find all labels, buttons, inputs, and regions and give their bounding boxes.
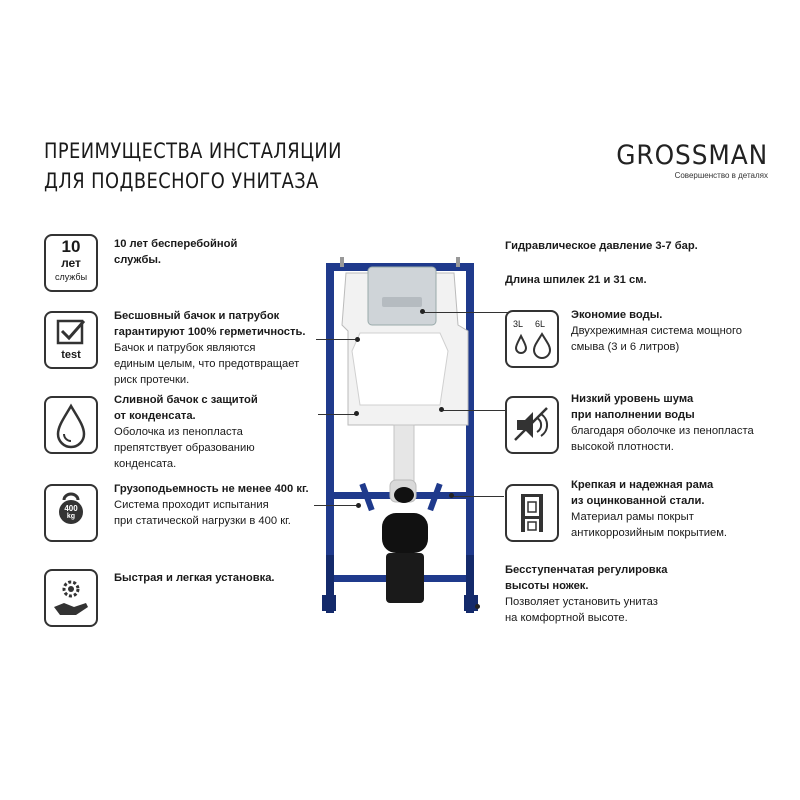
drops-icon — [507, 312, 557, 366]
feature-condensate — [114, 392, 314, 472]
feature-body: благодаря оболочке из пенопласта — [571, 425, 754, 437]
feature-low-noise — [571, 391, 791, 455]
badge-word: лет — [61, 256, 81, 270]
feature-title: высоты ножек. — [505, 580, 589, 592]
feature-body: препятствует образованию — [114, 442, 255, 454]
feature-body: на комфортной высоте. — [505, 612, 628, 624]
feature-easy-install — [114, 570, 314, 586]
feature-title: Быстрая и легкая установка. — [114, 572, 275, 584]
badge-label-6l: 6L — [535, 319, 546, 329]
feature-body: Система проходит испытания — [114, 499, 269, 511]
feature-title: Сливной бачок с защитой — [114, 394, 258, 406]
feature-height-adjust — [505, 562, 745, 626]
feature-title: Гидравлическое давление 3-7 бар. — [505, 240, 698, 252]
feature-title: Бесшовный бачок и патрубок — [114, 310, 280, 322]
feature-title: Крепкая и надежная рама — [571, 479, 714, 491]
frame-badge — [505, 484, 559, 542]
feature-body: высокой плотности. — [571, 441, 674, 453]
feature-title: гарантируют 100% герметичность. — [114, 326, 306, 338]
feature-body: единым целым, что предотвращает — [114, 358, 300, 370]
feature-body: Оболочка из пенопласта — [114, 426, 243, 438]
feature-body: риск протечки. — [114, 374, 190, 386]
installation-badge — [44, 569, 98, 627]
feature-body: антикоррозийным покрытием. — [571, 527, 728, 539]
callout-line — [318, 414, 356, 415]
page-title-line2: ДЛЯ ПОДВЕСНОГО УНИТАЗА — [44, 169, 319, 193]
callout-dot — [356, 503, 361, 508]
water-saving-badge — [505, 310, 559, 368]
feature-body: Двухрежимная система мощного — [571, 325, 743, 337]
water-drop-icon — [46, 398, 96, 452]
badge-label-3l: 3L — [513, 319, 524, 329]
feature-steel-frame — [571, 477, 781, 541]
feature-body: Материал рамы покрыт — [571, 511, 694, 523]
feature-body: конденсата. — [114, 458, 177, 470]
callout-line — [442, 410, 506, 411]
feature-lifetime — [114, 236, 254, 268]
badge-test-label: test — [61, 349, 81, 361]
callout-dot — [439, 407, 444, 412]
feature-body: смыва (3 и 6 литров) — [571, 341, 680, 353]
feature-title: из оцинкованной стали. — [571, 495, 705, 507]
page-title-line1: ПРЕИМУЩЕСТВА ИНСТАЛЯЦИИ — [44, 139, 342, 163]
lifetime-badge — [44, 234, 98, 292]
feature-title: Бесступенчатая регулировка — [505, 564, 668, 576]
feature-title: Грузоподьемность не менее 400 кг. — [114, 483, 309, 495]
feature-title: 10 лет бесперебойной службы. — [114, 238, 238, 266]
badge-number: 10 — [61, 237, 81, 256]
badge-sub: службы — [54, 272, 88, 282]
feature-title: Низкий уровень шума — [571, 393, 694, 405]
feature-body: при статической нагрузки в 400 кг. — [114, 515, 291, 527]
feature-pressure — [505, 238, 765, 254]
feature-body: Бачок и патрубок являются — [114, 342, 256, 354]
feature-title: Длина шпилек 21 и 31 см. — [505, 274, 647, 286]
callout-line — [452, 496, 504, 497]
callout-dot — [354, 411, 359, 416]
callout-dot — [449, 493, 454, 498]
badge-unit: kg — [66, 513, 76, 520]
feature-load-capacity — [114, 481, 324, 529]
feature-water-saving — [571, 307, 781, 355]
installation-frame-illustration — [320, 255, 480, 615]
condensate-badge — [44, 396, 98, 454]
feature-seamless-tank — [114, 308, 324, 388]
test-badge — [44, 311, 98, 369]
brand-slogan: Совершенство в деталях — [674, 171, 768, 180]
callout-dot — [355, 337, 360, 342]
feature-title: от конденсата. — [114, 410, 196, 422]
feature-stud-length — [505, 272, 765, 288]
brand-logo: GROSSMAN — [616, 140, 768, 171]
low-noise-badge — [505, 396, 559, 454]
mute-speaker-icon — [507, 398, 557, 452]
load-capacity-badge — [44, 484, 98, 542]
gear-hand-icon — [46, 571, 96, 625]
callout-dot — [420, 309, 425, 314]
frame-icon — [507, 486, 557, 540]
callout-dot — [475, 604, 480, 609]
badge-number: 400 — [64, 504, 78, 513]
feature-title: при наполнении воды — [571, 409, 695, 421]
feature-body: Позволяет установить унитаз — [505, 596, 658, 608]
feature-title: Экономие воды. — [571, 309, 663, 321]
